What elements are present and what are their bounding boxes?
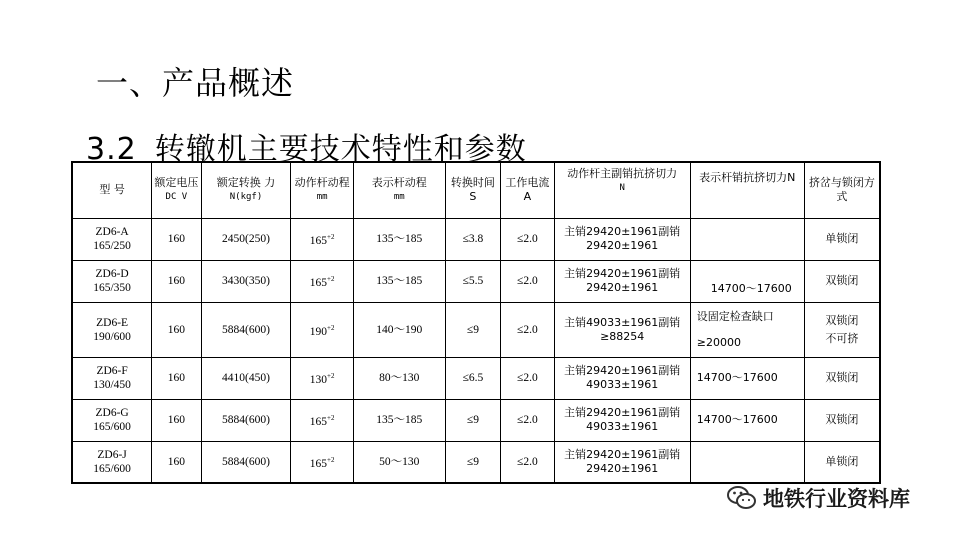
cell-shear: 主销29420±1961副销29420±1961 bbox=[554, 218, 690, 260]
section-number: 3.2 bbox=[86, 132, 137, 167]
cell-ind-shear: 设固定检查缺口 ≥20000 bbox=[690, 302, 804, 357]
watermark bbox=[727, 484, 910, 512]
cell-stroke: $165^{+2}$ bbox=[291, 218, 354, 260]
cell-current: ≤2.0 bbox=[501, 302, 554, 357]
cell-ind-stroke: 135～185 bbox=[353, 260, 445, 302]
table-row bbox=[72, 218, 880, 260]
cell-stroke: $130^{+2}$ bbox=[291, 357, 354, 399]
cell-ind-stroke: 135～185 bbox=[353, 218, 445, 260]
col-header: 额定转换 力 N(kgf) bbox=[201, 162, 291, 218]
watermark-text: 地铁行业资料库 bbox=[763, 487, 910, 511]
cell-voltage: 160 bbox=[152, 357, 201, 399]
cell-model: ZD6-A 165/250 bbox=[72, 218, 152, 260]
cell-lock: 双锁闭 bbox=[804, 260, 880, 302]
wechat-icon bbox=[727, 485, 757, 511]
cell-lock: 单锁闭 bbox=[804, 441, 880, 483]
cell-voltage: 160 bbox=[152, 218, 201, 260]
col-header: 额定电压 DC V bbox=[152, 162, 201, 218]
cell-shear: 主销29420±1961副销29420±1961 bbox=[554, 260, 690, 302]
page-title: 一、产品概述 bbox=[96, 64, 295, 102]
cell-voltage: 160 bbox=[152, 260, 201, 302]
col-header: 工作电流 A bbox=[501, 162, 554, 218]
cell-ind-shear: 14700～17600 bbox=[690, 260, 804, 302]
cell-voltage: 160 bbox=[152, 302, 201, 357]
cell-shear: 主销29420±1961副销49033±1961 bbox=[554, 357, 690, 399]
cell-time: ≤9 bbox=[445, 399, 500, 441]
cell-force: 5884(600) bbox=[201, 302, 291, 357]
spec-table bbox=[71, 161, 881, 484]
cell-model: ZD6-G 165/600 bbox=[72, 399, 152, 441]
cell-stroke: $190^{+2}$ bbox=[291, 302, 354, 357]
table-header-row bbox=[72, 162, 880, 218]
cell-force: 2450(250) bbox=[201, 218, 291, 260]
cell-current: ≤2.0 bbox=[501, 260, 554, 302]
col-header: 动作杆主副销抗挤切力 N bbox=[554, 162, 690, 218]
cell-force: 5884(600) bbox=[201, 441, 291, 483]
cell-shear: 主销49033±1961副销≥88254 bbox=[554, 302, 690, 357]
cell-force: 5884(600) bbox=[201, 399, 291, 441]
cell-force: 4410(450) bbox=[201, 357, 291, 399]
cell-model: ZD6-F 130/450 bbox=[72, 357, 152, 399]
col-header: 表示杆动程 mm bbox=[353, 162, 445, 218]
table-row bbox=[72, 260, 880, 302]
cell-force: 3430(350) bbox=[201, 260, 291, 302]
col-header: 转换时间 S bbox=[445, 162, 500, 218]
cell-voltage: 160 bbox=[152, 441, 201, 483]
cell-stroke: $165^{+2}$ bbox=[291, 260, 354, 302]
col-header: 动作杆动程 mm bbox=[291, 162, 354, 218]
cell-voltage: 160 bbox=[152, 399, 201, 441]
cell-current: ≤2.0 bbox=[501, 399, 554, 441]
cell-shear: 主销29420±1961副销29420±1961 bbox=[554, 441, 690, 483]
cell-lock: 双锁闭 bbox=[804, 399, 880, 441]
cell-time: ≤3.8 bbox=[445, 218, 500, 260]
cell-time: ≤9 bbox=[445, 441, 500, 483]
col-header: 挤岔与锁闭方式 bbox=[804, 162, 880, 218]
cell-model: ZD6-D 165/350 bbox=[72, 260, 152, 302]
cell-current: ≤2.0 bbox=[501, 357, 554, 399]
cell-ind-shear: 14700～17600 bbox=[690, 399, 804, 441]
cell-lock: 双锁闭 bbox=[804, 357, 880, 399]
cell-model: ZD6-E 190/600 bbox=[72, 302, 152, 357]
cell-current: ≤2.0 bbox=[501, 218, 554, 260]
table-row bbox=[72, 302, 880, 357]
col-header: 型 号 bbox=[72, 162, 152, 218]
table-row bbox=[72, 357, 880, 399]
cell-ind-shear bbox=[690, 218, 804, 260]
cell-ind-stroke: 80～130 bbox=[353, 357, 445, 399]
section-title: 转辙机主要技术特性和参数 bbox=[154, 132, 527, 167]
cell-lock: 双锁闭 不可挤 bbox=[804, 302, 880, 357]
table-row bbox=[72, 399, 880, 441]
cell-model: ZD6-J 165/600 bbox=[72, 441, 152, 483]
cell-stroke: $165^{+2}$ bbox=[291, 441, 354, 483]
cell-ind-stroke: 50～130 bbox=[353, 441, 445, 483]
table-row bbox=[72, 441, 880, 483]
cell-lock: 单锁闭 bbox=[804, 218, 880, 260]
cell-stroke: $165^{+2}$ bbox=[291, 399, 354, 441]
cell-ind-stroke: 135～185 bbox=[353, 399, 445, 441]
cell-time: ≤5.5 bbox=[445, 260, 500, 302]
cell-shear: 主销29420±1961副销49033±1961 bbox=[554, 399, 690, 441]
cell-time: ≤9 bbox=[445, 302, 500, 357]
cell-current: ≤2.0 bbox=[501, 441, 554, 483]
cell-ind-shear: 14700～17600 bbox=[690, 357, 804, 399]
cell-time: ≤6.5 bbox=[445, 357, 500, 399]
col-header: 表示杆销抗挤切力N bbox=[690, 162, 804, 218]
cell-ind-stroke: 140～190 bbox=[353, 302, 445, 357]
cell-ind-shear bbox=[690, 441, 804, 483]
